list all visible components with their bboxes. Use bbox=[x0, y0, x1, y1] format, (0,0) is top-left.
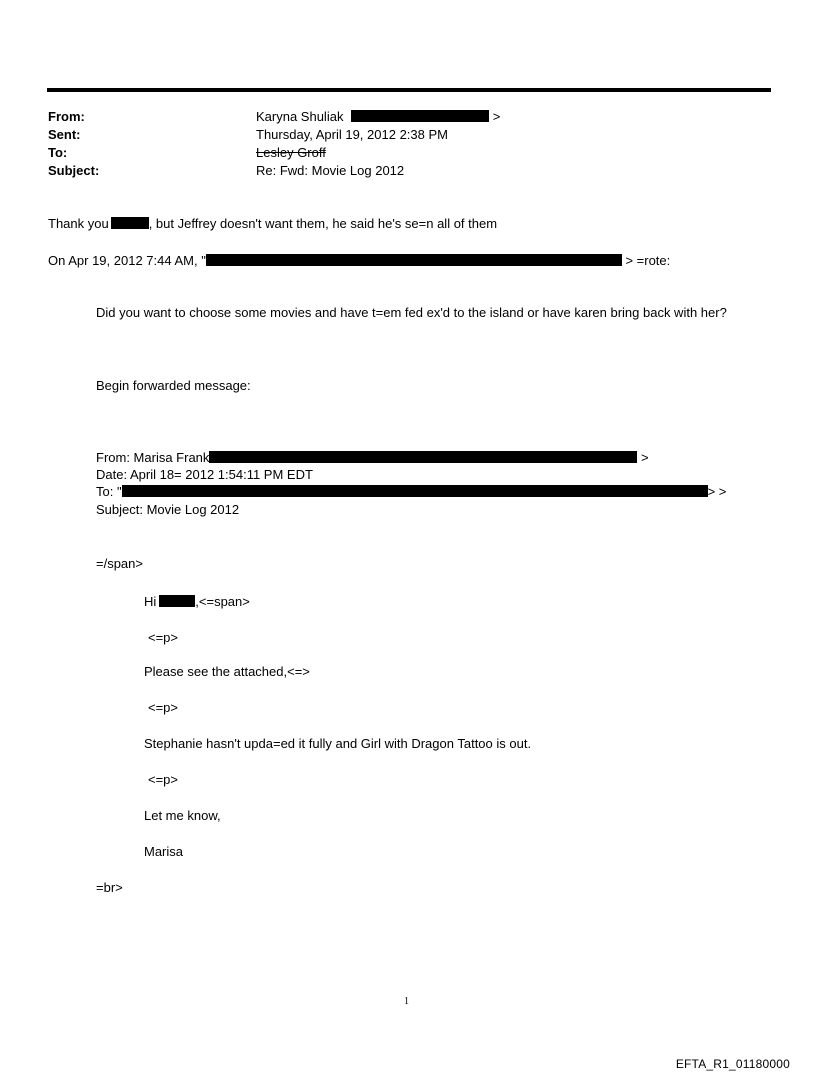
redaction-bar bbox=[111, 217, 149, 229]
reply-line: Thank you , but Jeffrey doesn't want them, he said he's se=n all of them bbox=[48, 216, 498, 231]
to-row bbox=[48, 144, 748, 162]
redaction-bar bbox=[351, 110, 489, 122]
span-close: =/span> bbox=[96, 556, 143, 571]
from-suffix: > bbox=[492, 109, 501, 124]
subject-value: Re: Fwd: Movie Log 2012 bbox=[256, 163, 405, 178]
quote-intro: On Apr 19, 2012 7:44 AM, " > =rote: bbox=[48, 253, 671, 268]
signature: Marisa bbox=[144, 844, 184, 859]
sent-value: Thursday, April 19, 2012 2:38 PM bbox=[256, 127, 448, 142]
email-header bbox=[48, 108, 748, 180]
header-rule bbox=[47, 88, 771, 92]
redaction-bar bbox=[206, 254, 622, 266]
fwd-subject: Subject: Movie Log 2012 bbox=[96, 502, 240, 517]
from-label: From: bbox=[48, 109, 85, 124]
let-me-know-line: Let me know, bbox=[144, 808, 221, 823]
to-label: To: bbox=[48, 145, 68, 160]
from-row bbox=[48, 108, 748, 126]
bates-number: EFTA_R1_01180000 bbox=[675, 1057, 790, 1071]
fwd-date: Date: April 18= 2012 1:54:11 PM EDT bbox=[96, 467, 313, 482]
greeting-line: Hi ,<=span> bbox=[144, 594, 250, 609]
p-tag-1: <=p> bbox=[148, 630, 179, 645]
subject-label: Subject: bbox=[48, 163, 100, 178]
redaction-bar bbox=[122, 485, 708, 497]
to-value: Lesley Groff bbox=[256, 145, 326, 160]
attached-line: Please see the attached,<=> bbox=[144, 664, 310, 679]
forwarded-line: Begin forwarded message: bbox=[96, 378, 251, 393]
sent-row bbox=[48, 126, 748, 144]
question-line: Did you want to choose some movies and have t=em fed ex'd to the island or have karen bring back with her? bbox=[96, 305, 727, 320]
from-name: Karyna Shuliak bbox=[256, 109, 344, 124]
page-number: 1 bbox=[404, 996, 409, 1007]
sent-label: Sent: bbox=[48, 127, 81, 142]
br-tag: =br> bbox=[96, 880, 123, 895]
stephanie-line: Stephanie hasn't upda=ed it fully and Girl with Dragon Tattoo is out. bbox=[144, 736, 532, 751]
p-tag-2: <=p> bbox=[148, 700, 179, 715]
redaction-bar bbox=[209, 451, 637, 463]
redaction-bar bbox=[159, 595, 195, 607]
p-tag-3: <=p> bbox=[148, 772, 179, 787]
subject-row bbox=[48, 162, 748, 180]
fwd-from: From: Marisa Frank > bbox=[96, 450, 649, 465]
fwd-to: To: " > > bbox=[96, 484, 727, 499]
